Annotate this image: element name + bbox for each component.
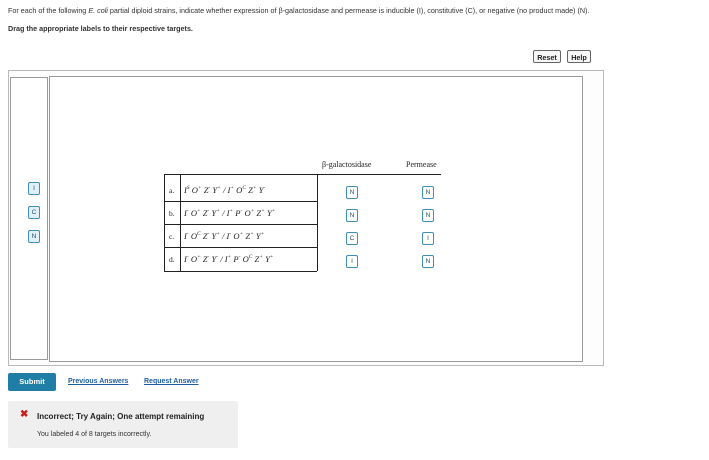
genotype-b: I- O+ Z- Y+ / I+ P- O+ Z+ Y+ — [184, 208, 276, 218]
feedback-message: You labeled 4 of 8 targets incorrectly. — [37, 431, 152, 438]
drag-instruction: Drag the appropriate labels to their respective targets. — [8, 24, 193, 33]
target-permease-c[interactable]: I — [422, 232, 434, 245]
row-letter-a: a. — [169, 186, 175, 195]
genotype-a: $I^S$ O+ Z- Y+ / I+ $O^C$ Z+ Y- — [184, 185, 266, 195]
target-permease-a[interactable]: N — [422, 186, 434, 199]
table-rule — [164, 174, 165, 271]
table-rule — [164, 174, 441, 175]
genotype-d: I- O+ Z- Y- / I+ P- $O^C$ Z+ Y+ — [184, 254, 274, 264]
instructions-part2: partial diploid strains, indicate whether expression of β-galactosidase and permease is inducible (I), constitutive (C), or negative (no product made) (N). — [107, 6, 590, 15]
table-rule — [317, 174, 318, 271]
table-rule — [164, 271, 317, 272]
request-answer-link[interactable]: Request Answer — [144, 378, 199, 385]
genotype-c: I- $O^C$ Z- Y+ / I- O+ Z+ Y+ — [184, 231, 265, 241]
table-rule — [164, 201, 317, 202]
instructions-part1: For each of the following — [8, 6, 89, 15]
table-rule — [180, 174, 181, 271]
row-letter-c: c. — [169, 232, 175, 241]
organism-name: E. coli — [88, 6, 108, 15]
target-permease-d[interactable]: N — [422, 255, 434, 268]
header-permease: Permease — [406, 160, 437, 169]
instructions — [8, 6, 589, 15]
row-letter-b: b. — [169, 209, 175, 218]
reset-button[interactable]: Reset — [533, 50, 561, 63]
target-beta-gal-d[interactable]: I — [346, 255, 358, 268]
target-beta-gal-a[interactable]: N — [346, 186, 358, 199]
feedback-panel — [8, 401, 238, 448]
target-beta-gal-c[interactable]: C — [346, 232, 358, 245]
row-letter-d: d. — [169, 255, 175, 264]
label-chip-inducible[interactable]: I — [28, 182, 40, 195]
header-beta-galactosidase: β-galactosidase — [322, 160, 372, 169]
table-rule — [164, 247, 317, 248]
strain-table — [164, 152, 441, 274]
previous-answers-link[interactable]: Previous Answers — [68, 378, 129, 385]
table-rule — [164, 224, 317, 225]
label-chip-negative[interactable]: N — [28, 230, 40, 243]
feedback-title: Incorrect; Try Again; One attempt remaining — [37, 412, 205, 421]
label-chip-constitutive[interactable]: C — [28, 206, 40, 219]
help-button[interactable]: Help — [567, 50, 591, 63]
x-icon: ✖ — [20, 409, 29, 420]
submit-button[interactable]: Submit — [8, 373, 56, 391]
target-permease-b[interactable]: N — [422, 209, 434, 222]
target-beta-gal-b[interactable]: N — [346, 209, 358, 222]
